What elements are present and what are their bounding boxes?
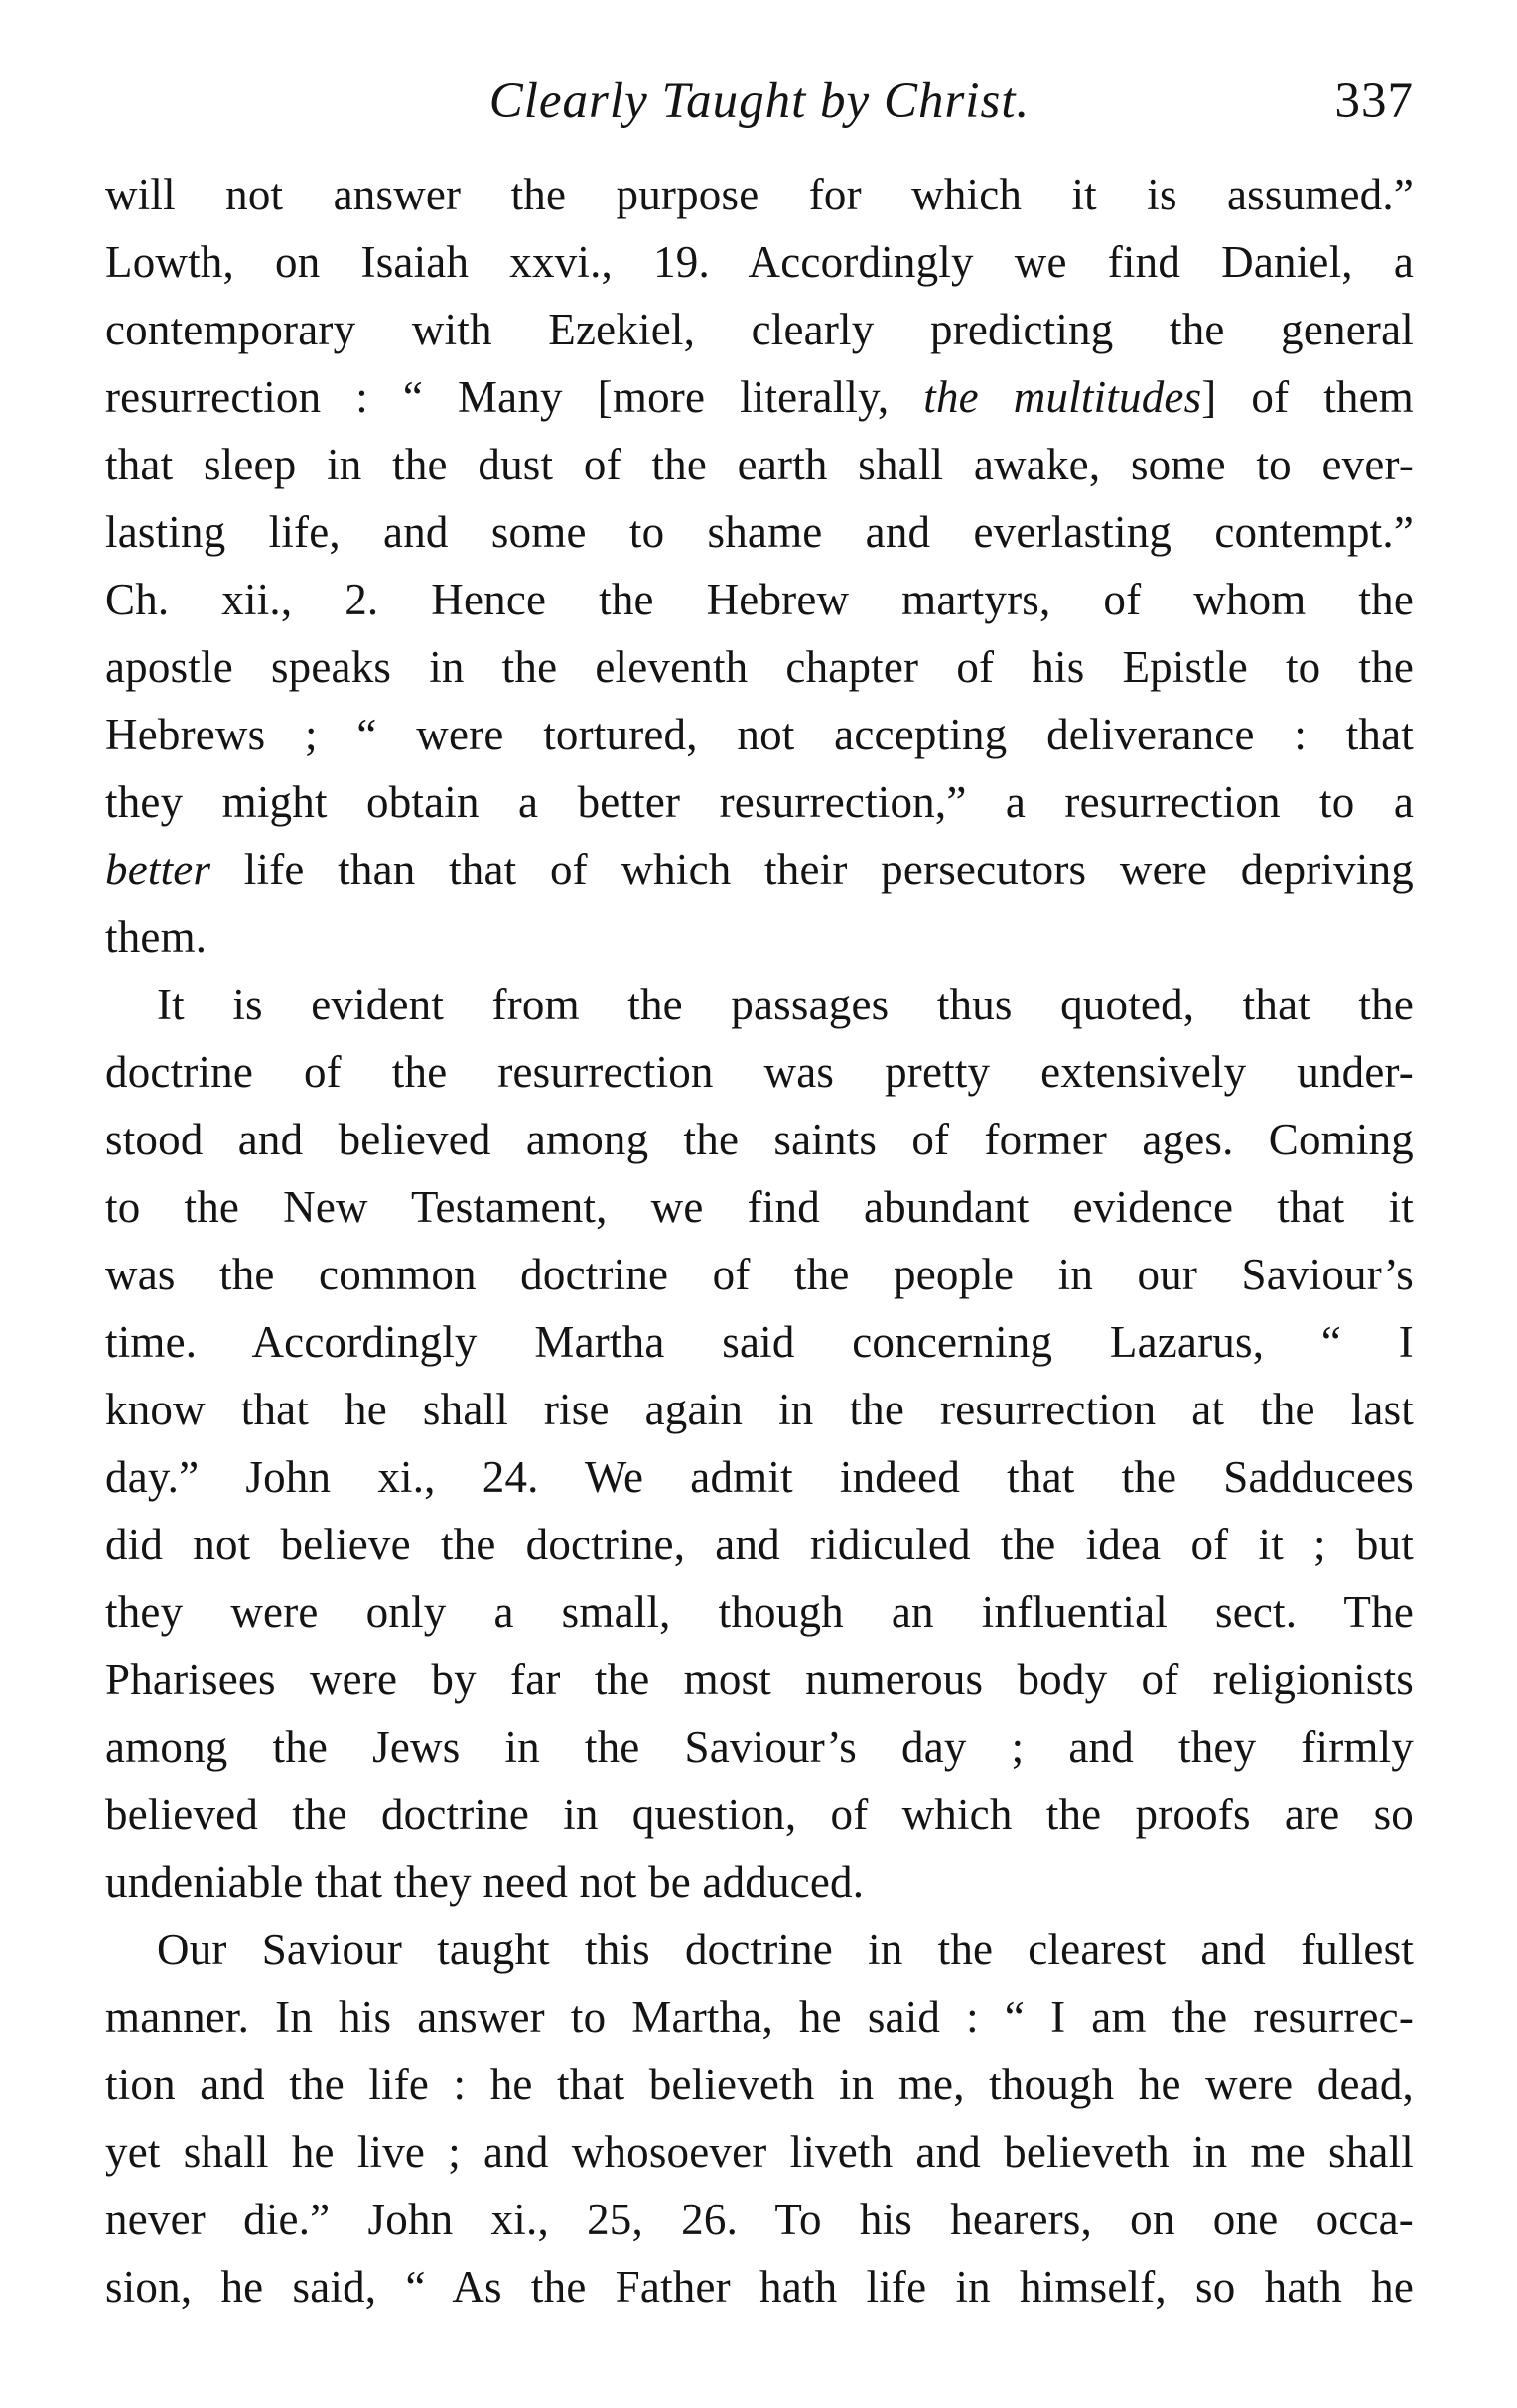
text-line: will not answer the purpose for which it is assumed.”: [105, 170, 1414, 219]
text-line: that sleep in the dust of the earth shall awake, some to ever-: [105, 440, 1414, 489]
text-line: time. Accordingly Martha said concerning Lazarus, “ I: [105, 1317, 1414, 1367]
italic-phrase: the multitudes: [923, 372, 1202, 422]
text-line: stood and believed among the saints of former ages. Coming: [105, 1115, 1414, 1164]
text-line: doctrine of the resurrection was pretty extensively under-: [105, 1047, 1414, 1097]
text-line: tion and the life : he that believeth in me, though he were dead,: [105, 2060, 1414, 2109]
running-title: Clearly Taught by Christ.: [488, 73, 1031, 129]
text-line: never die.” John xi., 25, 26. To his hearers, on one occa-: [105, 2195, 1414, 2244]
text-line: was the common doctrine of the people in our Saviour’s: [105, 1250, 1414, 1299]
text-line: lasting life, and some to shame and everlasting contempt.”: [105, 507, 1414, 557]
body-text: [105, 161, 1414, 2321]
text-line: It is evident from the passages thus quoted, that the: [157, 980, 1414, 1029]
text-line: among the Jews in the Saviour’s day ; and they firmly: [105, 1722, 1414, 1772]
running-head: [105, 62, 1414, 141]
text-line: manner. In his answer to Martha, he said : “ I am the resurrec-: [105, 1992, 1414, 2042]
text-line: they were only a small, though an influential sect. The: [105, 1587, 1414, 1637]
text-line: yet shall he live ; and whosoever liveth and believeth in me shall: [105, 2127, 1414, 2177]
text-line: Lowth, on Isaiah xxvi., 19. Accordingly we find Daniel, a: [105, 237, 1414, 287]
text-line: Ch. xii., 2. Hence the Hebrew martyrs, of whom the: [105, 575, 1414, 624]
text-line: Hebrews ; “ were tortured, not accepting deliverance : that: [105, 710, 1414, 759]
text-line: believed the doctrine in question, of which the proofs are so: [105, 1790, 1414, 1839]
text-line: better life than that of which their persecutors were depriving: [105, 845, 1414, 894]
text-line: did not believe the doctrine, and ridiculed the idea of it ; but: [105, 1520, 1414, 1569]
text-line: know that he shall rise again in the resurrection at the last: [105, 1385, 1414, 1434]
text-line: they might obtain a better resurrection,” a resurrection to a: [105, 777, 1414, 827]
text-line: contemporary with Ezekiel, clearly predicting the general: [105, 305, 1414, 354]
text-line: resurrection : “ Many [more literally, the multitudes] of them: [105, 372, 1415, 422]
text-line: sion, he said, “ As the Father hath life in himself, so hath he: [105, 2262, 1414, 2312]
text-line: day.” John xi., 24. We admit indeed that the Sadducees: [105, 1452, 1414, 1502]
page-number: 337: [1334, 73, 1414, 129]
text-line: apostle speaks in the eleventh chapter of his Epistle to the: [105, 642, 1414, 692]
paragraph-1: [105, 161, 1414, 971]
text-line: to the New Testament, we find abundant evidence that it: [105, 1182, 1414, 1232]
paragraph-2: [105, 971, 1414, 1916]
text-line: Pharisees were by far the most numerous body of religionists: [105, 1655, 1414, 1704]
text-line: them.: [105, 912, 207, 962]
text-line: Our Saviour taught this doctrine in the clearest and fullest: [157, 1925, 1414, 1974]
italic-phrase: better: [105, 845, 211, 894]
paragraph-3: [105, 1916, 1414, 2321]
text-line: undeniable that they need not be adduced.: [105, 1857, 865, 1907]
